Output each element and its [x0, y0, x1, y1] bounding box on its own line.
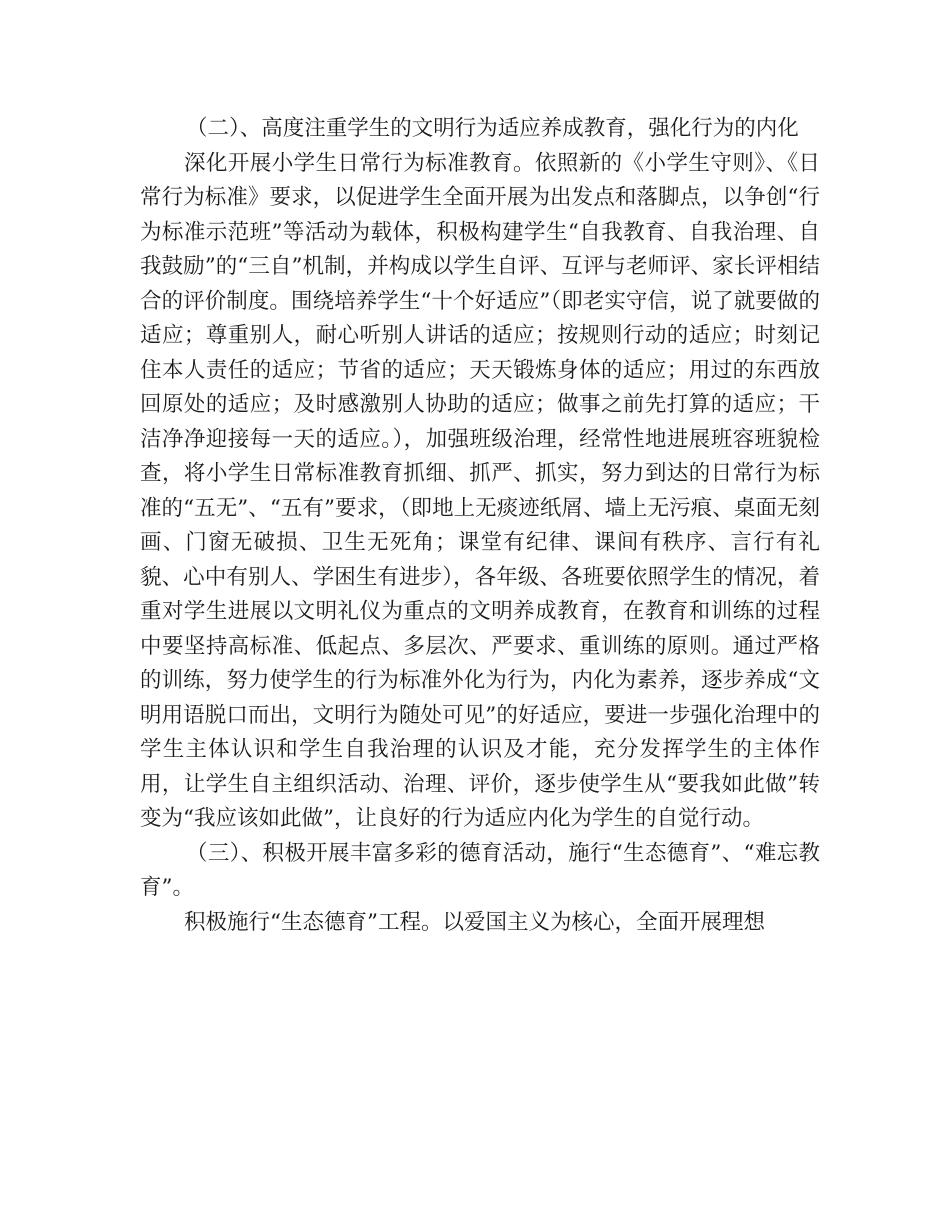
- body-paragraph-1: 深化开展小学生日常行为标准教育。依照新的《小学生守则》、《日常行为标准》要求，以促进学生全面开展为出发点和落脚点，以争创“行为标准示范班”等活动为载体，积极构建学生“自我教育、自我治理、自我鼓励”的“三自”机制，并构成以学生自评、互评与老师评、家长评相结合的评价制度。围绕培养学生“十个好适应”（即老实守信，说了就要做的适应；尊重别人，耐心听别人讲话的适应；按规则行动的适应；时刻记住本人责任的适应；节省的适应；天天锻炼身体的适应；用过的东西放回原处的适应；及时感激别人协助的适应；做事之前先打算的适应；干洁净净迎接每一天的适应。），加强班级治理，经常性地进展班容班貌检查，将小学生日常标准教育抓细、抓严、抓实，努力到达的日常行为标准的“五无”、“五有”要求，（即地上无痰迹纸屑、墙上无污痕、桌面无刻画、门窗无破损、卫生无死角；课堂有纪律、课间有秩序、言行有礼貌、心中有别人、学困生有进步），各年级、各班要依照学生的情况，着重对学生进展以文明礼仪为重点的文明养成教育，在教育和训练的过程中要坚持高标准、低起点、多层次、严要求、重训练的原则。通过严格的训练，努力使学生的行为标准外化为行为，内化为素养，逐步养成“文明用语脱口而出，文明行为随处可见”的好适应，要进一步强化治理中的学生主体认识和学生自我治理的认识及才能，充分发挥学生的主体作用，让学生自主组织活动、治理、评价，逐步使学生从“要我如此做”转变为“我应该如此做”，让良好的行为适应内化为学生的自觉行动。: [140, 150, 820, 831]
- body-paragraph-2: 积极施行“生态德育”工程。以爱国主义为核心，全面开展理想: [184, 909, 765, 935]
- document-body: [140, 112, 820, 940]
- section-heading-2: （二）、高度注重学生的文明行为适应养成教育，强化行为的内化: [186, 116, 799, 141]
- section-heading-3: （三）、积极开展丰富多彩的德育活动，施行“生态德育”、“难忘教育”。: [140, 840, 820, 900]
